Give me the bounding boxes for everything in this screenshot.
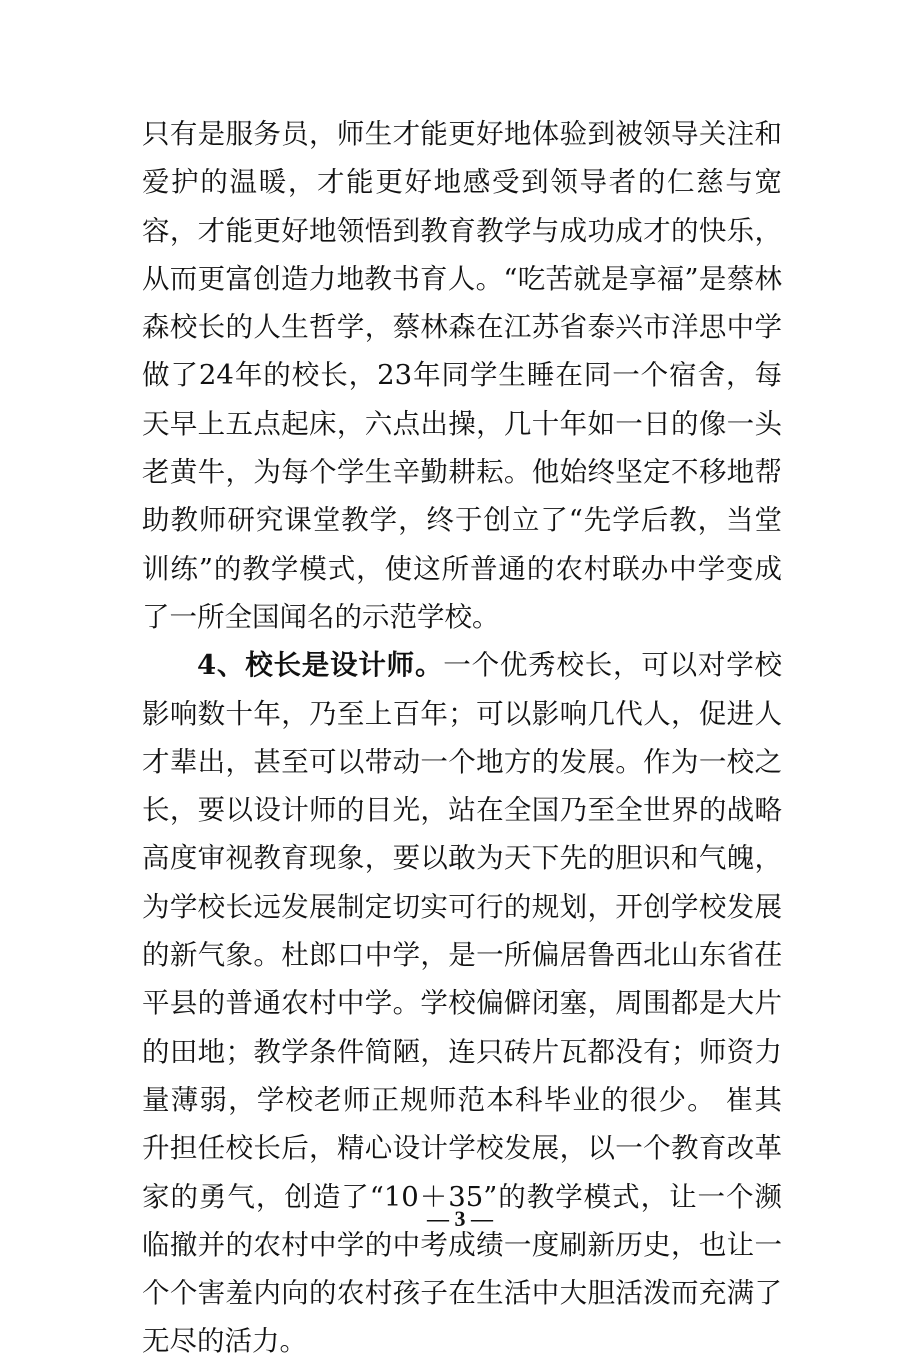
paragraph-1: 只有是服务员，师生才能更好地体验到被领导关注和爱护的温暖，才能更好地感受到领导者的仁慈与宽容，才能更好地领悟到教育教学与成功成才的快乐，从而更富创造力地教书育人。“吃苦就是享福”是蔡林森校长的人生哲学，蔡林森在江苏省泰兴市洋思中学做了24年的校长，23年同学生睡在同一个宿舍，每天早上五点起床，六点出操，几十年如一日的像一头老黄牛，为每个学生辛勤耕耘。他始终坚定不移地帮助教师研究课堂教学，终于创立了“先学后教，当堂训练”的教学模式，使这所普通的农村联办中学变成了一所全国闻名的示范学校。 <box>142 118 782 633</box>
section-heading: 4、校长是设计师。 <box>197 649 444 682</box>
body-text <box>142 110 782 1366</box>
paragraph-2 <box>142 641 782 1365</box>
paragraph-2-body: 一个优秀校长，可以对学校影响数十年，乃至上百年；可以影响几代人，促进人才辈出，甚至可以带动一个地方的发展。作为一校之长，要以设计师的目光，站在全国乃至全世界的战略高度审视教育现象，要以敢为天下先的胆识和气魄，为学校长远发展制定切实可行的规划，开创学校发展的新气象。杜郎口中学，是一所偏居鲁西北山东省茌平县的普通农村中学。学校偏僻闭塞，周围都是大片的田地；教学条件简陋，连只砖片瓦都没有；师资力量薄弱，学校老师正规师范本科毕业的很少。 崔其升担任校长后，精心设计学校发展，以一个教育改革家的勇气，创造了“10＋35”的教学模式，让一个濒临撤并的农村中学的中考成绩一度刷新历史，也让一个个害羞内向的农村孩子在生活中大胆活泼而充满了无尽的活力。 <box>142 649 783 1358</box>
page-number: — 3 — <box>427 1206 493 1231</box>
